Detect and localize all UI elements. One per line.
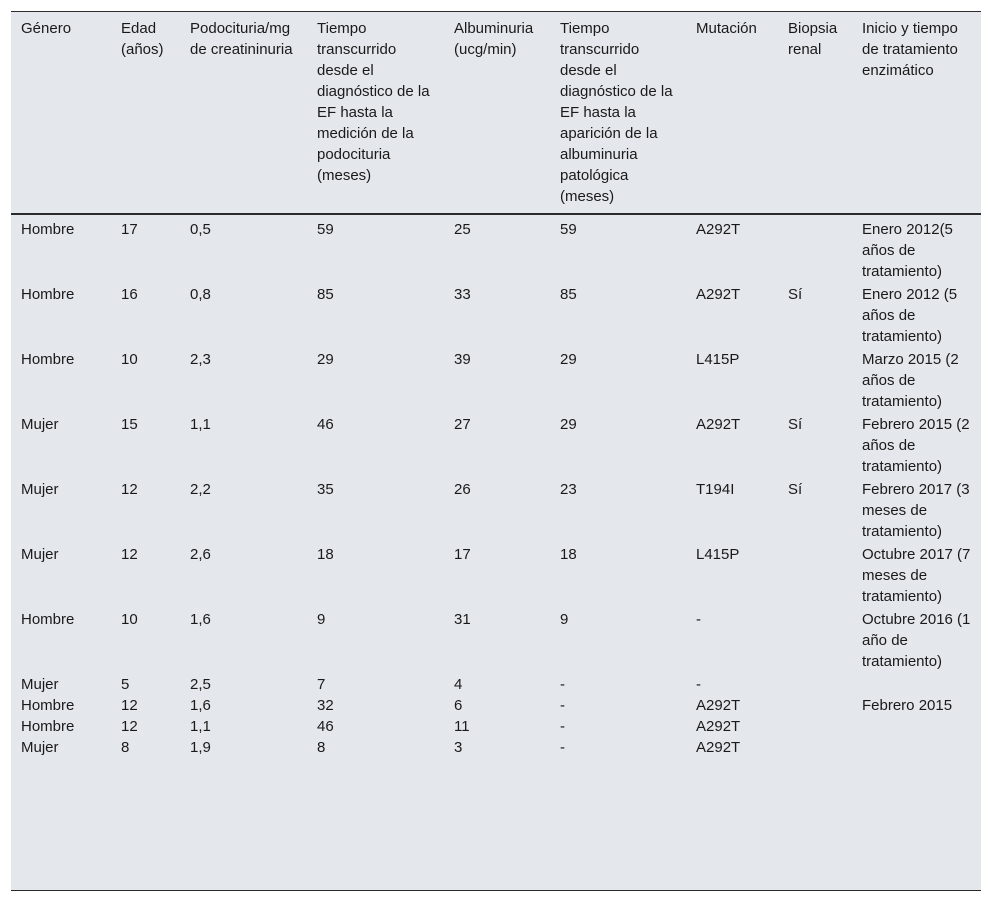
cell-edad: 10 xyxy=(121,611,138,628)
cell-genero: Mujer xyxy=(21,739,59,756)
cell-tiempo-podocituria: 8 xyxy=(317,739,326,756)
cell-biopsia xyxy=(778,674,852,695)
cell-tiempo-podocituria: 35 xyxy=(317,481,334,498)
cell-edad: 12 xyxy=(121,697,138,714)
cell-tratamiento: Febrero 2015 xyxy=(862,697,953,714)
cell-albuminuria: 25 xyxy=(454,221,471,238)
cell-podocituria: 0,5 xyxy=(190,221,211,238)
cell-genero: Hombre xyxy=(21,611,75,628)
cell-edad: 15 xyxy=(121,416,138,433)
cell-tratamiento: Marzo 2015 (2 años de tratamiento) xyxy=(862,351,959,410)
cell-mutacion: T194I xyxy=(696,481,735,498)
cell-genero: Mujer xyxy=(21,481,59,498)
cell-tratamiento xyxy=(852,674,981,695)
cell-genero: Mujer xyxy=(21,546,59,563)
cell-edad: 10 xyxy=(121,351,138,368)
cell-mutacion: A292T xyxy=(696,221,741,238)
table-body xyxy=(11,214,981,758)
cell-podocituria: 1,1 xyxy=(190,416,211,433)
cell-podocituria: 2,3 xyxy=(190,351,211,368)
cell-tratamiento: Octubre 2016 (1 año de tratamiento) xyxy=(862,611,971,670)
cell-albuminuria: 31 xyxy=(454,611,471,628)
cell-podocituria: 1,9 xyxy=(190,739,211,756)
cell-tiempo-albuminuria: 29 xyxy=(560,416,577,433)
cell-genero: Hombre xyxy=(21,221,75,238)
header-edad: Edad (años) xyxy=(121,20,164,58)
header-mutacion: Mutación xyxy=(696,20,757,37)
cell-albuminuria: 17 xyxy=(454,546,471,563)
table-row xyxy=(11,695,981,716)
cell-tiempo-albuminuria: - xyxy=(560,739,565,756)
cell-mutacion: A292T xyxy=(696,739,741,756)
cell-albuminuria: 11 xyxy=(454,718,470,735)
cell-tiempo-albuminuria: - xyxy=(560,676,565,693)
cell-albuminuria: 27 xyxy=(454,416,471,433)
cell-genero: Mujer xyxy=(21,676,59,693)
cell-albuminuria: 39 xyxy=(454,351,471,368)
cell-tiempo-albuminuria: 29 xyxy=(560,351,577,368)
header-biopsia: Biopsia renal xyxy=(788,20,838,58)
cell-tratamiento: Enero 2012 (5 años de tratamiento) xyxy=(862,286,958,345)
cell-mutacion: A292T xyxy=(696,718,741,735)
cell-tiempo-podocituria: 29 xyxy=(317,351,334,368)
cell-tratamiento: Febrero 2017 (3 meses de tratamiento) xyxy=(862,481,970,540)
cell-biopsia xyxy=(778,737,852,758)
cell-tiempo-podocituria: 59 xyxy=(317,221,334,238)
cell-tratamiento: Enero 2012(5 años de tratamiento) xyxy=(862,221,953,280)
cell-albuminuria: 33 xyxy=(454,286,471,303)
cell-albuminuria: 3 xyxy=(454,739,463,756)
cell-podocituria: 1,1 xyxy=(190,718,211,735)
data-table xyxy=(11,12,981,758)
header-row xyxy=(11,12,981,214)
cell-podocituria: 2,5 xyxy=(190,676,211,693)
cell-tiempo-podocituria: 46 xyxy=(317,416,334,433)
cell-tiempo-albuminuria: 18 xyxy=(560,546,577,563)
cell-edad: 16 xyxy=(121,286,138,303)
cell-tiempo-podocituria: 7 xyxy=(317,676,326,693)
cell-tiempo-albuminuria: 59 xyxy=(560,221,577,238)
cell-edad: 12 xyxy=(121,546,138,563)
cell-mutacion: A292T xyxy=(696,697,741,714)
table-row xyxy=(11,284,981,349)
cell-biopsia xyxy=(778,214,852,284)
cell-podocituria: 1,6 xyxy=(190,611,211,628)
cell-tratamiento xyxy=(852,716,981,737)
cell-edad: 17 xyxy=(121,221,138,238)
cell-biopsia xyxy=(778,349,852,414)
cell-albuminuria: 6 xyxy=(454,697,463,714)
cell-genero: Hombre xyxy=(21,718,75,735)
cell-mutacion: L415P xyxy=(696,546,740,563)
table-container xyxy=(11,11,981,891)
cell-genero: Hombre xyxy=(21,351,75,368)
cell-mutacion: A292T xyxy=(696,416,741,433)
cell-genero: Hombre xyxy=(21,286,75,303)
cell-biopsia: Sí xyxy=(788,481,803,498)
cell-tiempo-albuminuria: 9 xyxy=(560,611,569,628)
cell-albuminuria: 4 xyxy=(454,676,463,693)
cell-tiempo-albuminuria: 85 xyxy=(560,286,577,303)
cell-mutacion: - xyxy=(696,611,701,628)
cell-biopsia xyxy=(778,695,852,716)
cell-genero: Mujer xyxy=(21,416,59,433)
cell-podocituria: 2,2 xyxy=(190,481,211,498)
cell-tiempo-podocituria: 46 xyxy=(317,718,334,735)
header-tratamiento: Inicio y tiempo de tratamiento enzimático xyxy=(862,20,958,79)
cell-genero: Hombre xyxy=(21,697,75,714)
cell-tiempo-podocituria: 85 xyxy=(317,286,334,303)
cell-edad: 12 xyxy=(121,481,138,498)
header-genero: Género xyxy=(21,20,72,37)
cell-biopsia xyxy=(778,609,852,674)
cell-tratamiento: Febrero 2015 (2 años de tratamiento) xyxy=(862,416,970,475)
cell-tiempo-podocituria: 9 xyxy=(317,611,326,628)
cell-edad: 5 xyxy=(121,676,130,693)
header-tiempo-albuminuria: Tiempo transcurrido desde el diagnóstico de la EF hasta la aparición de la albuminuria patológica (meses) xyxy=(560,20,673,205)
cell-tratamiento: Octubre 2017 (7 meses de tratamiento) xyxy=(862,546,971,605)
cell-tiempo-albuminuria: - xyxy=(560,697,565,714)
table-row xyxy=(11,349,981,414)
cell-tratamiento xyxy=(852,737,981,758)
cell-podocituria: 1,6 xyxy=(190,697,211,714)
cell-tiempo-podocituria: 32 xyxy=(317,697,334,714)
cell-edad: 12 xyxy=(121,718,138,735)
table-row xyxy=(11,674,981,695)
cell-biopsia: Sí xyxy=(788,286,803,303)
table-row xyxy=(11,214,981,284)
header-albuminuria: Albuminuria (ucg/min) xyxy=(454,20,534,58)
cell-tiempo-albuminuria: 23 xyxy=(560,481,577,498)
cell-mutacion: - xyxy=(696,676,701,693)
table-row xyxy=(11,609,981,674)
table-row xyxy=(11,737,981,758)
cell-edad: 8 xyxy=(121,739,130,756)
cell-mutacion: L415P xyxy=(696,351,740,368)
cell-tiempo-albuminuria: - xyxy=(560,718,565,735)
cell-biopsia: Sí xyxy=(788,416,803,433)
cell-podocituria: 2,6 xyxy=(190,546,211,563)
cell-albuminuria: 26 xyxy=(454,481,471,498)
table-row xyxy=(11,479,981,544)
cell-mutacion: A292T xyxy=(696,286,741,303)
cell-tiempo-podocituria: 18 xyxy=(317,546,334,563)
cell-podocituria: 0,8 xyxy=(190,286,211,303)
table-row xyxy=(11,414,981,479)
header-tiempo-podocituria: Tiempo transcurrido desde el diagnóstico de la EF hasta la medición de la podocituria (meses) xyxy=(317,20,430,184)
cell-biopsia xyxy=(778,716,852,737)
table-row xyxy=(11,544,981,609)
header-podocituria: Podocituria/mg de creatininuria xyxy=(190,20,293,58)
table-row xyxy=(11,716,981,737)
cell-biopsia xyxy=(778,544,852,609)
